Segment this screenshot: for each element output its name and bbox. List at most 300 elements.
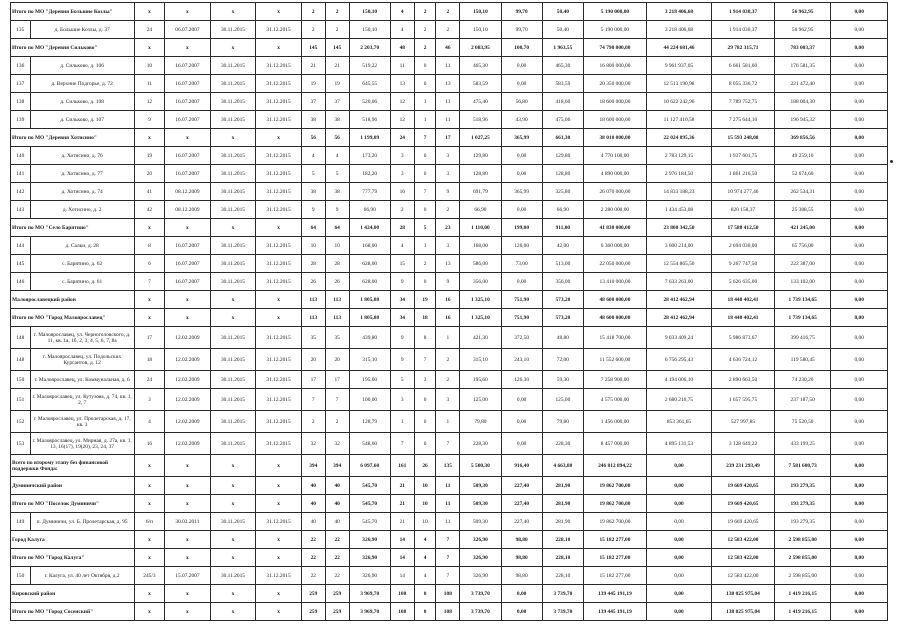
- value-cell: 23: [436, 219, 460, 237]
- value-cell: 38: [325, 183, 349, 201]
- value-cell: 0,00: [831, 39, 888, 57]
- value-cell: 0,00: [831, 389, 888, 411]
- value-cell: 0,00: [831, 273, 888, 291]
- value-cell: x: [256, 309, 302, 327]
- value-cell: 1: [436, 327, 460, 349]
- value-cell: x: [134, 219, 164, 237]
- value-cell: 56 962,95: [774, 3, 830, 21]
- value-cell: 0,00: [831, 3, 888, 21]
- value-cell: 113: [301, 291, 325, 309]
- value-cell: 0,00: [646, 477, 711, 495]
- value-cell: 7: [436, 433, 460, 455]
- value-cell: 7 789 752,75: [712, 93, 775, 111]
- value-cell: 513,00: [542, 255, 583, 273]
- value-cell: 30.11.2015: [210, 411, 256, 433]
- value-cell: 28 412 462,94: [646, 309, 711, 327]
- value-cell: 74 790 000,00: [583, 39, 646, 57]
- value-cell: 221 472,40: [774, 75, 830, 93]
- value-cell: 394: [301, 455, 325, 477]
- value-cell: 545,70: [349, 513, 390, 531]
- value-cell: 1 110,00: [460, 219, 501, 237]
- value-cell: x: [134, 477, 164, 495]
- value-cell: 125,00: [460, 389, 501, 411]
- summary-row: [11, 585, 888, 603]
- value-cell: 75 520,50: [774, 411, 830, 433]
- value-cell: 0,00: [646, 603, 711, 621]
- value-cell: 23 800 342,50: [646, 219, 711, 237]
- value-cell: 135: [436, 455, 460, 477]
- value-cell: 916,40: [501, 455, 542, 477]
- row-number: 137: [11, 75, 31, 93]
- value-cell: 5 626 635,00: [712, 273, 775, 291]
- value-cell: 2 890 663,50: [712, 371, 775, 389]
- value-cell: 32: [325, 433, 349, 455]
- value-cell: 4: [134, 411, 164, 433]
- value-cell: 100,70: [501, 39, 542, 57]
- value-cell: 16: [436, 291, 460, 309]
- value-cell: 17: [436, 129, 460, 147]
- address-cell: г. Калуга, ул. 40 лет Октября, д.2: [30, 567, 134, 585]
- value-cell: 0,00: [646, 567, 711, 585]
- value-cell: 399 416,75: [774, 327, 830, 349]
- value-cell: x: [134, 291, 164, 309]
- value-cell: 108: [436, 585, 460, 603]
- address-cell: д. Салки, д. 28: [30, 237, 134, 255]
- value-cell: 691,79: [460, 183, 501, 201]
- value-cell: 2 598 855,00: [774, 549, 830, 567]
- value-cell: 586,00: [460, 255, 501, 273]
- value-cell: 0,00: [831, 201, 888, 219]
- value-cell: 3: [390, 147, 414, 165]
- value-cell: 0,00: [831, 219, 888, 237]
- value-cell: 30.11.2015: [210, 21, 256, 39]
- value-cell: 0,00: [501, 603, 542, 621]
- value-cell: 227,40: [501, 513, 542, 531]
- value-cell: 326,90: [460, 567, 501, 585]
- group-name: Думиничский район: [11, 477, 135, 495]
- value-cell: x: [210, 495, 256, 513]
- value-cell: 1 424,00: [349, 219, 390, 237]
- value-cell: 2 598 855,00: [774, 531, 830, 549]
- value-cell: 10 974 277,46: [712, 183, 775, 201]
- value-cell: 326,90: [460, 531, 501, 549]
- value-cell: 11: [436, 57, 460, 75]
- address-cell: г. Малоярославец, ул. Черноголовского, д. 11, кв. 1а, 1б, 2, 3, 4, 5, 6, 7, 8а: [30, 327, 134, 349]
- table-row: [11, 567, 888, 585]
- value-cell: 22: [301, 531, 325, 549]
- value-cell: 30.11.2015: [210, 255, 256, 273]
- value-cell: 7 581 600,73: [774, 455, 830, 477]
- value-cell: 2: [414, 21, 436, 39]
- value-cell: 19 669 420,65: [712, 513, 775, 531]
- value-cell: 195,60: [460, 371, 501, 389]
- value-cell: 16 800 000,00: [583, 57, 646, 75]
- value-cell: 2 203,70: [349, 39, 390, 57]
- row-number: 151: [11, 389, 31, 411]
- value-cell: 12 583 422,00: [712, 531, 775, 549]
- register-sheet: [10, 2, 888, 638]
- value-cell: 228,30: [542, 433, 583, 455]
- value-cell: 0,00: [831, 309, 888, 327]
- value-cell: 24: [134, 21, 164, 39]
- row-number: 138: [11, 93, 31, 111]
- value-cell: 12.02.2009: [165, 389, 211, 411]
- value-cell: 37: [301, 93, 325, 111]
- value-cell: 3 739,70: [460, 603, 501, 621]
- address-cell: с. Барятино, д. 62: [30, 255, 134, 273]
- value-cell: 326,90: [349, 567, 390, 585]
- value-cell: 2 598 855,00: [774, 567, 830, 585]
- value-cell: 548,60: [349, 433, 390, 455]
- value-cell: 21: [390, 495, 414, 513]
- value-cell: 0,00: [501, 433, 542, 455]
- group-name: Итого по МО "Деревня Хотисино": [11, 129, 135, 147]
- value-cell: 31.12.2015: [256, 237, 302, 255]
- value-cell: 30.11.2015: [210, 371, 256, 389]
- value-cell: 1 419 216,15: [774, 585, 830, 603]
- value-cell: 315,10: [460, 349, 501, 371]
- value-cell: 0,00: [831, 111, 888, 129]
- table-row: [11, 389, 888, 411]
- address-cell: г. Малоярославец, ул. Пролетарская, д. 17, кв. 3: [30, 411, 134, 433]
- value-cell: 8 055 336,72: [712, 75, 775, 93]
- value-cell: 3: [436, 389, 460, 411]
- group-name: Город Калуга: [11, 531, 135, 549]
- value-cell: 246 812 894,22: [583, 455, 646, 477]
- value-cell: 325,80: [542, 183, 583, 201]
- value-cell: 0: [414, 75, 436, 93]
- value-cell: 259: [325, 585, 349, 603]
- value-cell: 188 004,30: [774, 93, 830, 111]
- summary-row: [11, 531, 888, 549]
- value-cell: 173,20: [349, 147, 390, 165]
- value-cell: 17 588 412,50: [712, 219, 775, 237]
- value-cell: 259: [301, 585, 325, 603]
- value-cell: 1 861 216,50: [712, 165, 775, 183]
- value-cell: 0,00: [831, 567, 888, 585]
- value-cell: 1 739 134,65: [774, 309, 830, 327]
- table-row: [11, 237, 888, 255]
- value-cell: x: [256, 477, 302, 495]
- value-cell: 28: [390, 219, 414, 237]
- value-cell: 326,90: [349, 549, 390, 567]
- value-cell: 31.12.2015: [256, 111, 302, 129]
- value-cell: 31.12.2015: [256, 433, 302, 455]
- value-cell: 44 224 681,46: [646, 39, 711, 57]
- value-cell: x: [134, 455, 164, 477]
- value-cell: 3 969,70: [349, 603, 390, 621]
- value-cell: 2: [301, 21, 325, 39]
- value-cell: 30.11.2015: [210, 147, 256, 165]
- value-cell: 4: [390, 21, 414, 39]
- value-cell: 31.12.2015: [256, 21, 302, 39]
- value-cell: 22 024 895,36: [646, 129, 711, 147]
- value-cell: 31.12.2015: [256, 57, 302, 75]
- value-cell: 3 218 406,68: [646, 21, 711, 39]
- table-row: [11, 57, 888, 75]
- value-cell: 20 350 000,00: [583, 75, 646, 93]
- value-cell: 31.12.2015: [256, 183, 302, 201]
- value-cell: 0,00: [831, 549, 888, 567]
- value-cell: x: [165, 219, 211, 237]
- value-cell: 11: [436, 495, 460, 513]
- table-row: [11, 327, 888, 349]
- value-cell: 661,30: [542, 129, 583, 147]
- value-cell: 0: [414, 165, 436, 183]
- value-cell: 31.12.2015: [256, 93, 302, 111]
- value-cell: 4 895 131,53: [646, 433, 711, 455]
- value-cell: 06.07.2007: [165, 21, 211, 39]
- value-cell: 0: [414, 585, 436, 603]
- value-cell: 24: [134, 371, 164, 389]
- value-cell: 628,00: [349, 255, 390, 273]
- value-cell: 19 669 420,65: [712, 495, 775, 513]
- value-cell: 7: [436, 567, 460, 585]
- value-cell: 08.12.2009: [165, 183, 211, 201]
- value-cell: 2 783 129,15: [646, 147, 711, 165]
- value-cell: 41 830 000,00: [583, 219, 646, 237]
- address-cell: д. Хотисино, д. 2: [30, 201, 134, 219]
- value-cell: 12 513 190,98: [646, 75, 711, 93]
- value-cell: 545,70: [349, 495, 390, 513]
- address-cell: д. Большие Козлы, д. 37: [30, 21, 134, 39]
- value-cell: 08.12.2009: [165, 201, 211, 219]
- value-cell: 0,00: [831, 433, 888, 455]
- value-cell: 65 756,00: [774, 237, 830, 255]
- value-cell: 7: [134, 273, 164, 291]
- value-cell: 0,00: [501, 411, 542, 433]
- value-cell: 9: [301, 201, 325, 219]
- value-cell: x: [165, 549, 211, 567]
- value-cell: 475,06: [542, 111, 583, 129]
- value-cell: 13: [436, 255, 460, 273]
- value-cell: 9: [436, 273, 460, 291]
- value-cell: 113: [325, 291, 349, 309]
- summary-row: [11, 219, 888, 237]
- value-cell: 0,00: [646, 585, 711, 603]
- value-cell: 4: [325, 147, 349, 165]
- value-cell: 0,00: [831, 349, 888, 371]
- table-row: [11, 75, 888, 93]
- row-number: 150: [11, 371, 31, 389]
- scan-speck: [890, 160, 893, 163]
- value-cell: 0,00: [831, 495, 888, 513]
- value-cell: 2 280 000,00: [583, 201, 646, 219]
- value-cell: 31.12.2015: [256, 349, 302, 371]
- value-cell: 13 410 000,00: [583, 273, 646, 291]
- value-cell: 527 997,85: [712, 411, 775, 433]
- group-name: Кировский район: [11, 585, 135, 603]
- value-cell: 31.12.2015: [256, 389, 302, 411]
- value-cell: 520,06: [349, 93, 390, 111]
- value-cell: 26: [301, 273, 325, 291]
- value-cell: 129,80: [460, 147, 501, 165]
- value-cell: 72,00: [542, 349, 583, 371]
- value-cell: 46: [436, 39, 460, 57]
- value-cell: x: [134, 309, 164, 327]
- value-cell: x: [210, 531, 256, 549]
- value-cell: 0,00: [831, 455, 888, 477]
- value-cell: 30.11.2015: [210, 237, 256, 255]
- value-cell: 10: [301, 237, 325, 255]
- value-cell: 1 963,55: [542, 39, 583, 57]
- value-cell: 573,20: [542, 309, 583, 327]
- value-cell: 20: [301, 349, 325, 371]
- value-cell: 10: [325, 237, 349, 255]
- value-cell: 50,40: [542, 21, 583, 39]
- value-cell: 6 756 295,43: [646, 349, 711, 371]
- value-cell: 30.11.2015: [210, 349, 256, 371]
- value-cell: 14 833 188,23: [646, 183, 711, 201]
- value-cell: 2 694 030,00: [712, 237, 775, 255]
- table-row: [11, 147, 888, 165]
- value-cell: 30.03.2011: [165, 513, 211, 531]
- value-cell: 108: [436, 603, 460, 621]
- value-cell: x: [210, 39, 256, 57]
- address-cell: п. Думиничи, ул. Б. Пролетарская, д. 95: [30, 513, 134, 531]
- value-cell: 0,00: [831, 21, 888, 39]
- value-cell: 15 593 248,08: [712, 129, 775, 147]
- value-cell: x: [165, 3, 211, 21]
- value-cell: 7 258 900,00: [583, 371, 646, 389]
- group-name: Итого по МО "Город Сосенский": [11, 603, 135, 621]
- value-cell: 259: [301, 603, 325, 621]
- value-cell: 369 856,56: [774, 129, 830, 147]
- group-name: Итого по МО "Город Калуга": [11, 549, 135, 567]
- value-cell: 19: [301, 75, 325, 93]
- value-cell: 108: [390, 585, 414, 603]
- value-cell: 19: [134, 147, 164, 165]
- value-cell: 25 388,55: [774, 201, 830, 219]
- value-cell: 8 457 000,00: [583, 433, 646, 455]
- value-cell: 199,00: [501, 219, 542, 237]
- value-cell: 237 187,50: [774, 389, 830, 411]
- table-row: [11, 513, 888, 531]
- summary-row: [11, 3, 888, 21]
- value-cell: 573,20: [542, 291, 583, 309]
- value-cell: 9: [390, 327, 414, 349]
- value-cell: 9: [390, 349, 414, 371]
- group-name: Итого по МО "Село Барятино": [11, 219, 135, 237]
- value-cell: x: [210, 455, 256, 477]
- value-cell: x: [165, 531, 211, 549]
- value-cell: 128,80: [460, 165, 501, 183]
- value-cell: 119 580,45: [774, 349, 830, 371]
- value-cell: 0,00: [646, 531, 711, 549]
- value-cell: 7: [325, 389, 349, 411]
- value-cell: 56: [325, 129, 349, 147]
- value-cell: 820 158,37: [712, 201, 775, 219]
- value-cell: 0,00: [831, 411, 888, 433]
- value-cell: x: [165, 603, 211, 621]
- row-number: 148: [11, 327, 31, 349]
- value-cell: x: [165, 39, 211, 57]
- value-cell: 17: [134, 327, 164, 349]
- value-cell: 30.11.2015: [210, 57, 256, 75]
- value-cell: 1: [390, 411, 414, 433]
- value-cell: x: [134, 603, 164, 621]
- value-cell: 2: [414, 3, 436, 21]
- value-cell: 7 633 263,00: [646, 273, 711, 291]
- value-cell: 4: [414, 531, 436, 549]
- table-row: [11, 21, 888, 39]
- value-cell: 421,30: [460, 327, 501, 349]
- value-cell: 16: [390, 183, 414, 201]
- value-cell: x: [165, 129, 211, 147]
- value-cell: 32: [301, 433, 325, 455]
- value-cell: 2: [414, 255, 436, 273]
- value-cell: 12.02.2009: [165, 411, 211, 433]
- row-number: 150: [11, 567, 31, 585]
- value-cell: 50,40: [542, 3, 583, 21]
- value-cell: 19 862 700,00: [583, 477, 646, 495]
- table-row: [11, 411, 888, 433]
- value-cell: 421 245,00: [774, 219, 830, 237]
- value-cell: x: [256, 531, 302, 549]
- value-cell: 16.07.2007: [165, 111, 211, 129]
- value-cell: 59,30: [542, 371, 583, 389]
- value-cell: 751,90: [501, 291, 542, 309]
- value-cell: 6: [134, 255, 164, 273]
- value-cell: 9: [325, 201, 349, 219]
- value-cell: 11: [436, 111, 460, 129]
- value-cell: 38: [301, 111, 325, 129]
- value-cell: 31.12.2015: [256, 513, 302, 531]
- value-cell: 2: [436, 371, 460, 389]
- value-cell: 2 976 184,50: [646, 165, 711, 183]
- row-number: 149: [11, 513, 31, 531]
- value-cell: 4: [390, 237, 414, 255]
- value-cell: 0,00: [646, 549, 711, 567]
- address-cell: г. Малоярославец, ул. Подольских Курсантов, д. 12: [30, 349, 134, 371]
- value-cell: 0,00: [831, 371, 888, 389]
- value-cell: 0: [414, 201, 436, 219]
- value-cell: 12.02.2009: [165, 327, 211, 349]
- value-cell: 228,30: [460, 433, 501, 455]
- value-cell: 22: [325, 531, 349, 549]
- value-cell: 98,80: [501, 549, 542, 567]
- value-cell: 0,00: [831, 585, 888, 603]
- value-cell: 2: [414, 39, 436, 57]
- value-cell: 99,70: [501, 3, 542, 21]
- value-cell: 18 600 000,00: [583, 111, 646, 129]
- value-cell: 22 050 000,00: [583, 255, 646, 273]
- value-cell: 19 669 420,65: [712, 477, 775, 495]
- value-cell: 1: [414, 111, 436, 129]
- value-cell: 150,10: [349, 3, 390, 21]
- value-cell: 0,00: [646, 513, 711, 531]
- row-number: 145: [11, 255, 31, 273]
- value-cell: x: [210, 477, 256, 495]
- value-cell: 7: [414, 183, 436, 201]
- value-cell: 56,80: [501, 93, 542, 111]
- value-cell: 5 986 873,67: [712, 327, 775, 349]
- value-cell: 1 027,25: [460, 129, 501, 147]
- value-cell: 1 805,80: [349, 291, 390, 309]
- value-cell: 0: [414, 411, 436, 433]
- value-cell: 31.12.2015: [256, 327, 302, 349]
- value-cell: 4: [301, 147, 325, 165]
- value-cell: 0,00: [831, 531, 888, 549]
- value-cell: x: [165, 585, 211, 603]
- value-cell: x: [134, 129, 164, 147]
- summary-row: [11, 455, 888, 477]
- value-cell: 2: [436, 349, 460, 371]
- value-cell: 0,00: [831, 183, 888, 201]
- value-cell: 9 267 747,50: [712, 255, 775, 273]
- value-cell: 19: [414, 291, 436, 309]
- address-cell: д. Сильково, д. 107: [30, 111, 134, 129]
